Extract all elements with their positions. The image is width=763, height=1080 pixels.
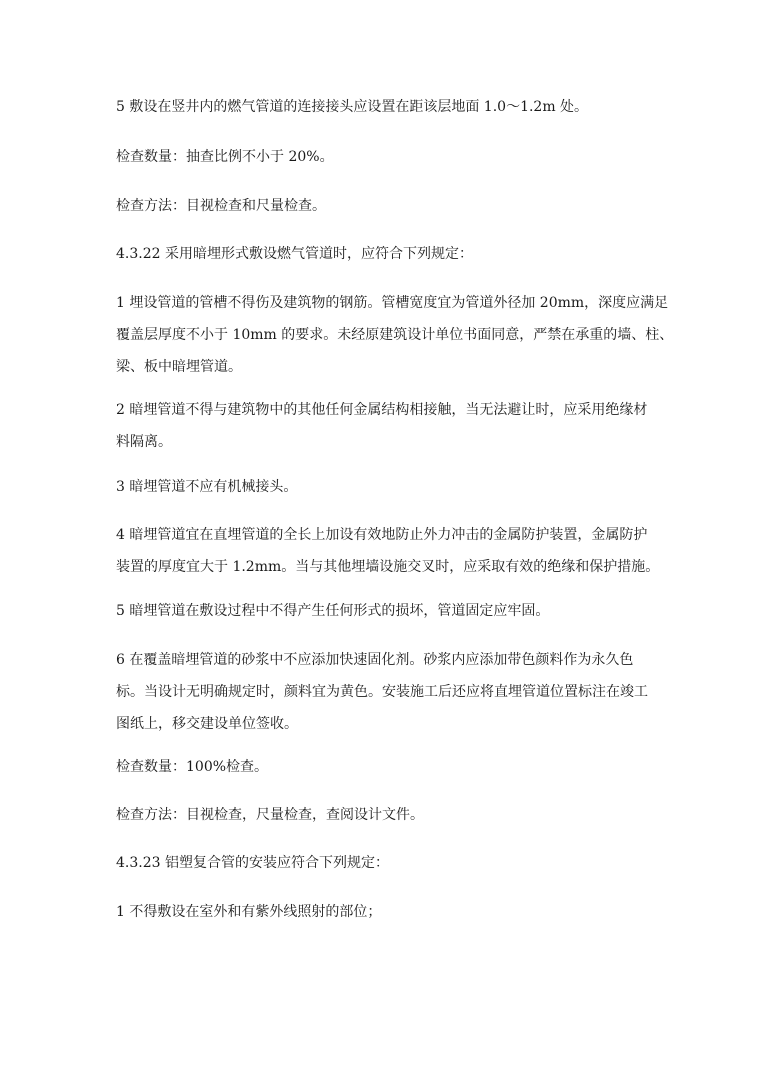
paragraph-4-3-23-item-1	[116, 896, 661, 928]
text-line: 图纸上，移交建设单位签收。	[116, 716, 298, 732]
text-line: 梁、板中暗埋管道。	[116, 359, 242, 375]
text-line: 标。当设计无明确规定时，颜料宜为黄色。安装施工后还应将直埋管道位置标注在竣工	[116, 684, 648, 700]
text-line: 料隔离。	[116, 434, 172, 450]
text-line: 检查数量：100%检查。	[116, 759, 269, 775]
section-heading-4-3-22	[116, 238, 661, 270]
text-line: 检查数量：抽查比例不小于 20%。	[116, 149, 334, 165]
text-line: 1 埋设管道的管槽不得伤及建筑物的钢筋。管槽宽度宜为管道外径加 20mm，深度应满足	[116, 295, 669, 311]
section-heading-4-3-23	[116, 847, 661, 879]
paragraph-item-5	[116, 595, 661, 627]
text-line: 检查方法：目视检查，尺量检查，查阅设计文件。	[116, 807, 424, 823]
text-line: 检查方法：目视检查和尺量检查。	[116, 198, 326, 214]
paragraph-inspection-quantity-2	[116, 751, 661, 783]
paragraph-item-3	[116, 471, 661, 503]
paragraph-item-1	[116, 287, 674, 383]
text-line: 1 不得敷设在室外和有紫外线照射的部位；	[116, 904, 382, 920]
paragraph-item-2	[116, 394, 661, 458]
text-line: 4.3.23 铝塑复合管的安装应符合下列规定：	[116, 855, 389, 871]
text-line: 装置的厚度宜大于 1.2mm。当与其他埋墙设施交叉时，应采取有效的绝缘和保护措施。	[116, 559, 660, 575]
text-line: 5 暗埋管道在敷设过程中不得产生任何形式的损坏，管道固定应牢固。	[116, 603, 550, 619]
text-line: 4.3.22 采用暗埋形式敷设燃气管道时，应符合下列规定：	[116, 246, 473, 262]
text-line: 2 暗埋管道不得与建筑物中的其他任何金属结构相接触，当无法避让时，应采用绝缘材	[116, 402, 648, 418]
text-line: 6 在覆盖暗埋管道的砂浆中不应添加快速固化剂。砂浆内应添加带色颜料作为永久色	[116, 652, 634, 668]
paragraph-item-6	[116, 644, 661, 740]
text-line: 3 暗埋管道不应有机械接头。	[116, 479, 298, 495]
text-line: 5 敷设在竖井内的燃气管道的连接接头应设置在距该层地面 1.0～1.2m 处。	[116, 99, 589, 115]
paragraph-shaft-joint	[116, 91, 661, 123]
paragraph-item-4	[116, 519, 661, 583]
text-line: 覆盖层厚度不小于 10mm 的要求。未经原建筑设计单位书面同意，严禁在承重的墙、柱、	[116, 327, 674, 343]
paragraph-inspection-method-2	[116, 799, 661, 831]
paragraph-inspection-quantity	[116, 141, 661, 173]
paragraph-inspection-method	[116, 190, 661, 222]
text-line: 4 暗埋管道宜在直埋管道的全长上加设有效地防止外力冲击的金属防护装置，金属防护	[116, 527, 648, 543]
